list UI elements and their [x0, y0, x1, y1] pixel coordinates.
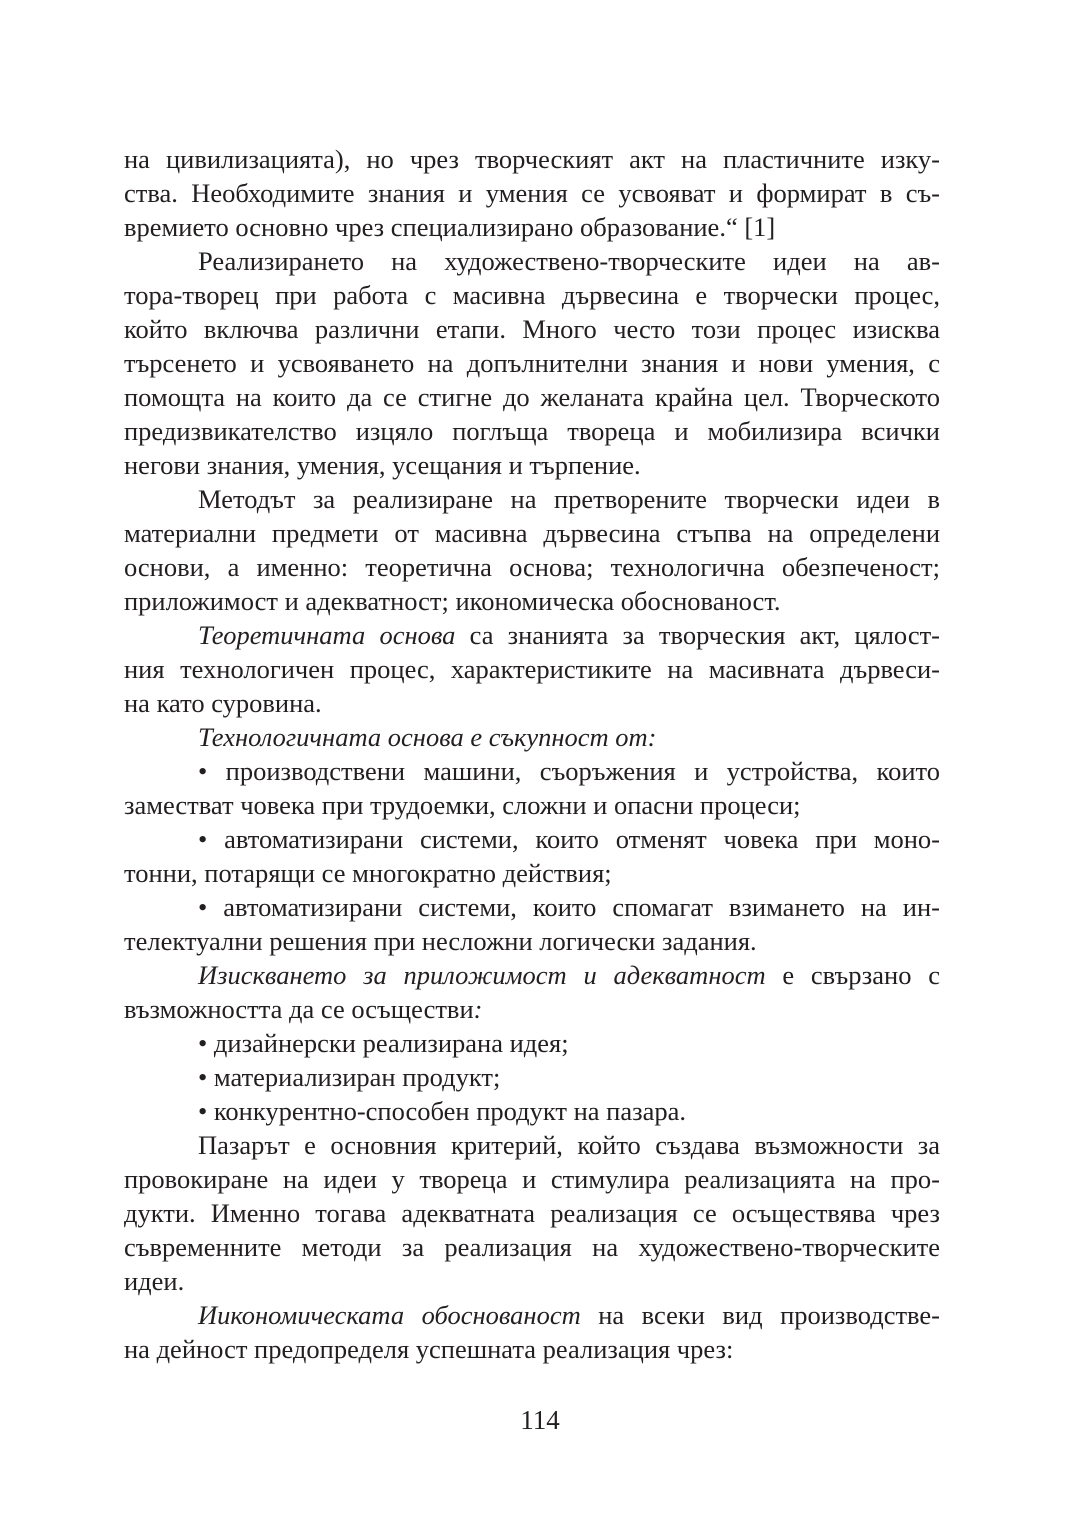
list-item: [124, 754, 940, 822]
text-line: провокиране на идеи у твореца и стимулира реализацията на про-: [124, 1164, 940, 1194]
paragraph: [124, 1298, 940, 1366]
paragraph: [124, 244, 940, 482]
text-run: са знанията за творческия акт, цялост-: [455, 620, 940, 650]
paragraph: [124, 958, 940, 1026]
page-body: [124, 142, 940, 1366]
text-line: • автоматизирани системи, които спомагат взимането на ин-: [198, 892, 940, 922]
list-item: [124, 1026, 940, 1060]
text-line: [124, 618, 940, 652]
list-item: [124, 890, 940, 958]
paragraph: [124, 142, 940, 244]
text-line: • материализиран продукт;: [198, 1062, 501, 1092]
paragraph: [124, 618, 940, 720]
text-line: търсенето и усвояването на допълнителни знания и нови умения, с: [124, 348, 940, 378]
list-item: [124, 1060, 940, 1094]
text-line: Реализирането на художествено-творческите идеи на ав-: [198, 246, 940, 276]
text-line: дукти. Именно тогава адекватната реализация се осъществява чрез: [124, 1198, 940, 1228]
text-line: • автоматизирани системи, които отменят човека при моно-: [198, 824, 940, 854]
italic-term: Иикономическата обоснованост: [198, 1300, 581, 1330]
text-line: съвременните методи за реализация на художествено-творческите: [124, 1232, 940, 1262]
text-line: Методът за реализиране на претворените творчески идеи в: [198, 484, 940, 514]
text-line: телектуални решения при несложни логически задания.: [124, 926, 757, 956]
text-line: основи, а именно: теоретична основа; технологична обезпеченост;: [124, 552, 940, 582]
text-line: идеи.: [124, 1266, 185, 1296]
text-line: • производствени машини, съоръжения и устройства, които: [198, 756, 940, 786]
italic-term: Технологичната основа е съкупност от:: [198, 722, 657, 752]
text-line: времието основно чрез специализирано образование.“ [1]: [124, 212, 776, 242]
text-run: е свързано с: [765, 960, 940, 990]
text-line: ния технологичен процес, характеристиките на масивната дървеси-: [124, 654, 940, 684]
italic-colon: :: [473, 994, 483, 1024]
italic-term: Изискването за приложимост и адекватност: [198, 960, 766, 990]
text-line: приложимост и адекватност; икономическа обоснованост.: [124, 586, 781, 616]
text-line: който включва различни етапи. Много често този процес изисква: [124, 314, 940, 344]
text-line: материални предмети от масивна дървесина стъпва на определени: [124, 518, 940, 548]
page-number: 114: [520, 1405, 560, 1435]
text-line: на цивилизацията), но чрез творческият акт на пластичните изку-: [124, 144, 940, 174]
text-line: ства. Необходимите знания и умения се усвояват и формират в съ-: [124, 178, 940, 208]
text-line: предизвикателство изцяло поглъща твореца и мобилизира всички: [124, 416, 940, 446]
text-line: [124, 720, 940, 754]
text-line: на като суровина.: [124, 688, 322, 718]
text-run: на всеки вид производстве-: [580, 1300, 940, 1330]
list-item: [124, 1094, 940, 1128]
text-line: тонни, потарящи се многократно действия;: [124, 858, 612, 888]
text-line: [124, 958, 940, 992]
text-line: • конкурентно-способен продукт на пазара.: [198, 1096, 686, 1126]
paragraph: [124, 1128, 940, 1298]
text-line: помощта на които да се стигне до желаната крайна цел. Творческото: [124, 382, 940, 412]
text-line: тора-творец при работа с масивна дървесина е творчески процес,: [124, 280, 940, 310]
text-line: негови знания, умения, усещания и търпение.: [124, 450, 641, 480]
text-line: • дизайнерски реализирана идея;: [198, 1028, 569, 1058]
paragraph: [124, 482, 940, 618]
text-line: на дейност предопределя успешната реализация чрез:: [124, 1334, 734, 1364]
text-line: [124, 1298, 940, 1332]
text-line: заместват човека при трудоемки, сложни и опасни процеси;: [124, 790, 801, 820]
paragraph: [124, 720, 940, 754]
text-line: [124, 992, 940, 1026]
text-run: възможността да се осъществи: [124, 994, 474, 1024]
text-line: Пазарът е основния критерий, който създава възможности за: [198, 1130, 940, 1160]
italic-term: Теоретичната основа: [198, 620, 456, 650]
list-item: [124, 822, 940, 890]
